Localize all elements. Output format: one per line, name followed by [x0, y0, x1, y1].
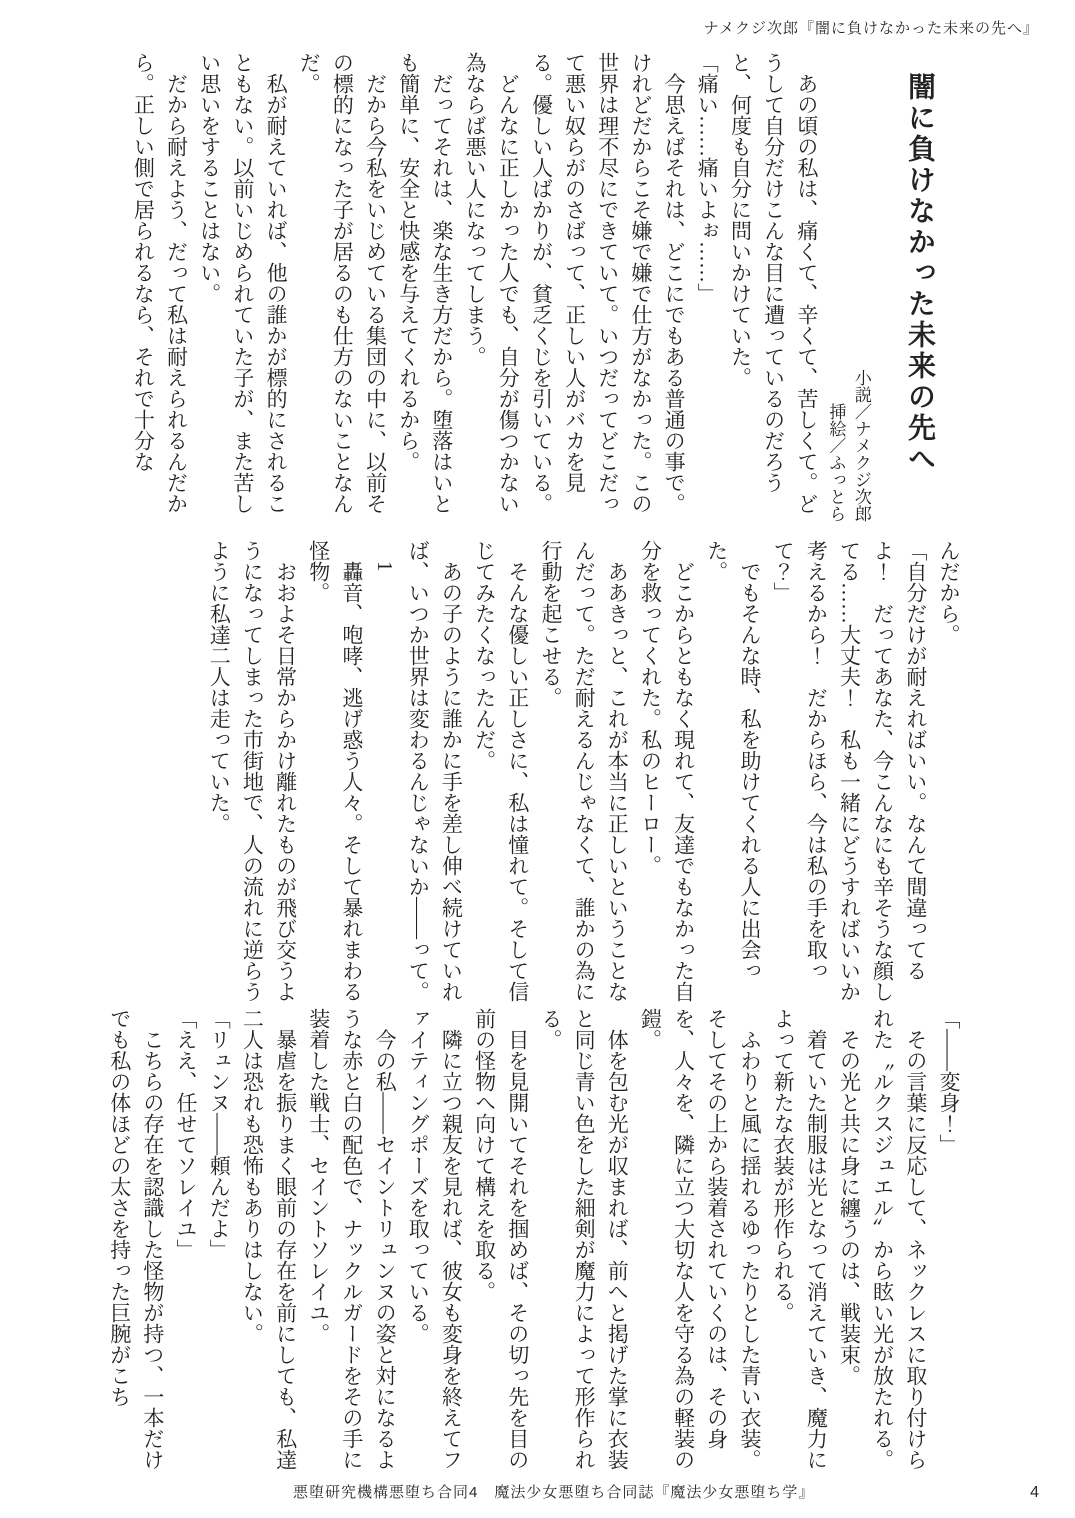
story-title: 闇に負けなかった未来の先へ: [904, 72, 935, 475]
paragraph: あの頃の私は、痛くて、辛くて、苦しくて。どうして自分だけこんな目に遭っているのだろうと、何度も自分に問いかけていた。: [728, 52, 819, 514]
paragraph: おおよそ日常からかけ離れたものが飛び交うようになってしまった市街地で、人の流れに逆らうように私達二人は走っていた。: [207, 540, 298, 1002]
dialogue-line: 「ええ、任せてソレイユ」: [174, 1008, 199, 1260]
paragraph: んだから。: [937, 540, 961, 645]
paragraph: どんなに正しかった人でも、自分が傷つかない為ならば悪い人になってしまう。: [463, 52, 521, 514]
paragraph: 目を見開いてそれを掴めば、その切っ先を目の前の怪物へ向けて構えを取る。: [472, 1008, 530, 1470]
footer-publication-title: 悪堕研究機構悪堕ち合同4 魔法少女悪堕ち合同誌『魔法少女悪堕ち学』: [293, 1484, 815, 1501]
dialogue-line: 「痛い……痛いよぉ……」: [695, 52, 720, 304]
paragraph: 今の私――セイントリュンヌの姿と対になるような赤と白の配色で、ナックルガードをその手に装着した戦士、セイントソレイユ。: [306, 1008, 398, 1470]
illustration-credit: 挿絵／ふっとら: [826, 403, 846, 522]
text-band-1: [85, 52, 965, 522]
paragraph: あの子のように誰かに手を差し伸べ続けていれば、いつか世界は変わるんじゃないか――って。: [406, 540, 464, 1002]
paragraph: どこからともなく現れて、友達でもなかった自分を救ってくれた。私のヒーロー。: [638, 540, 696, 1002]
section-number: 1: [373, 561, 398, 572]
paragraph: その光と共に身に纏うのは、戦装束。: [837, 1008, 862, 1386]
paragraph: 体を包む光が収まれば、前へと掲げた掌に衣装と同じ青い色をした細剣が魔力によって形作られる。: [538, 1008, 630, 1470]
paragraph: だから耐えよう、だって私は耐えられるんだから。正しい側で居られるなら、それで十分な: [131, 52, 189, 514]
novel-credit: 小説／ナメクジ次郎: [851, 369, 871, 522]
paragraph: ああきっと、これが本当に正しいということなんだって。ただ耐えるんじゃなくて、誰かの為に行動を起こせる。: [538, 540, 630, 1002]
paragraph: ふわりと風に揺れるゆったりとした青い衣装。そしてその上から装着されていくのは、その身を、人々を、隣に立つ大切な人を守る為の軽装の鎧。: [638, 1008, 762, 1470]
text-band-3: [85, 1008, 965, 1478]
text-band-2: [85, 540, 965, 1010]
paragraph: 今思えばそれは、どこにでもある普通の事で。けれどだからこそ嫌で嫌で仕方がなかった。この世界は理不尽にできていて。いつだってどこだって悪い奴らがのさばって、正しい人がバカを見る。優しい人ばかりが、貧乏くじを引いている。: [529, 52, 687, 514]
dialogue-line: 「リュンヌ――頼んだよ」: [207, 1008, 232, 1260]
paragraph: そんな優しい正しさに、私は憧れて。そして信じてみたくなったんだ。: [472, 540, 530, 1002]
running-header: ナメクジ次郎『闇に負けなかった未来の先へ』: [703, 20, 1039, 37]
dialogue-line: 「――変身！」: [937, 1008, 961, 1155]
dialogue-line: 「自分だけが耐えればいい。なんて間違ってるよ！ だってあなた、今こんなにも辛そうな顔してる……大丈夫！ 私も一緒にどうすればいいか考えるから！ だからほら、今は私の手を取って？」: [771, 540, 928, 1002]
paragraph: でもそんな時、私を助けてくれる人に出会った。: [704, 540, 762, 981]
paragraph: 轟音、咆哮、逃げ惑う人々。そして暴れまわる怪物。: [306, 540, 364, 1002]
paragraph: 暴虐を振りまく眼前の存在を前にしても、私達二人は恐れも恐怖もありはしない。: [240, 1008, 298, 1470]
paragraph: 着ていた制服は光となって消えていき、魔力によって新たな衣装が形作られる。: [771, 1008, 829, 1470]
page-number: 4: [1030, 1484, 1039, 1501]
paragraph: 隣に立つ親友を見れば、彼女も変身を終えてファイティングポーズを取っている。: [406, 1008, 464, 1470]
paragraph: だってそれは、楽な生き方だから。堕落はいとも簡単に、安全と快感を与えてくれるから。: [396, 52, 454, 514]
paragraph: 私が耐えていれば、他の誰かが標的にされることもない。以前いじめられていた子が、また苦しい思いをすることはない。: [197, 52, 289, 514]
paragraph: その言葉に反応して、ネックレスに取り付けられた〝ルクスジュエル〟から眩い光が放たれる。: [870, 1008, 928, 1470]
paragraph: だから今私をいじめている集団の中に、以前その標的になった子が居るのも仕方のないことなんだ。: [297, 52, 388, 514]
paragraph: こちらの存在を認識した怪物が持つ、一本だけでも私の体ほどの太さを持った巨腕がこち: [107, 1008, 165, 1470]
